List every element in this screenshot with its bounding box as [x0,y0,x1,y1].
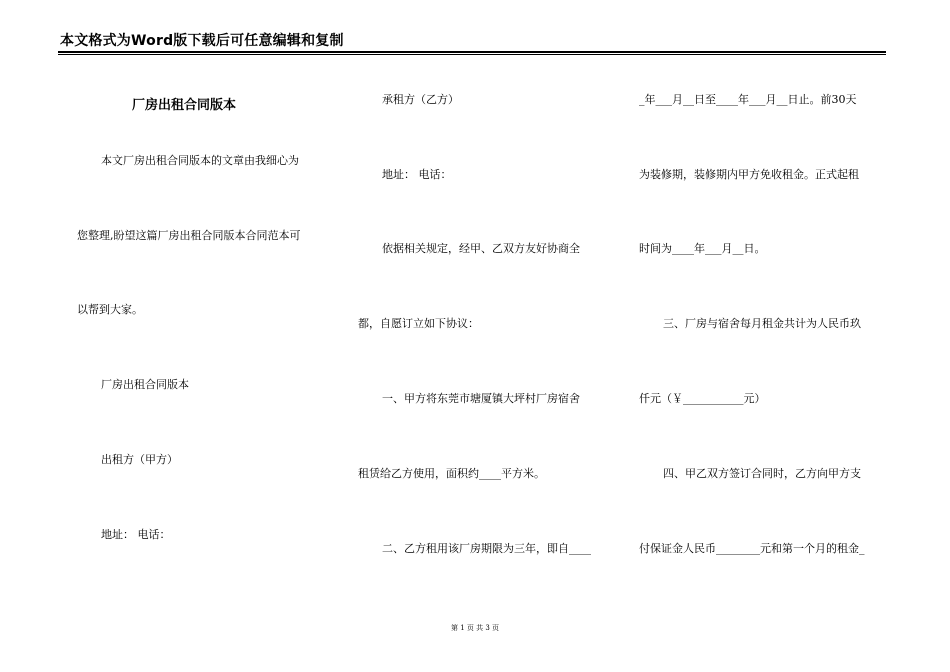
page-number: 第 1 页 共 3 页 [450,624,500,632]
paragraph-line: 租赁给乙方使用，面积约____平方米。 [358,467,545,480]
paragraph-line: 仟元（￥___________元） [639,392,766,405]
paragraph-line: 厂房出租合同版本 [101,378,189,391]
paragraph-line: 您整理,盼望这篇厂房出租合同版本合同范本可 [77,229,301,242]
paragraph-line: 承租方（乙方） [382,93,459,106]
paragraph-line: 依据相关规定，经甲、乙双方友好协商全 [382,242,580,255]
document-title: 厂房出租合同版本 [132,98,237,113]
header-text: 本文格式为Word版下载后可任意编辑和复制 [60,33,344,49]
paragraph-line: 二、乙方租用该厂房期限为三年，即自____ [382,542,591,555]
paragraph-line: 时间为____年___月__日。 [639,242,766,255]
paragraph-line: 付保证金人民币________元和第一个月的租金_ [639,542,865,555]
paragraph-line: 本文厂房出租合同版本的文章由我细心为 [101,154,299,167]
header-rule-thick [58,51,886,53]
paragraph-line: 三、厂房与宿舍每月租金共计为人民币玖 [663,317,861,330]
paragraph-line: 一、甲方将东莞市塘厦镇大坪村厂房宿舍 [382,392,580,405]
paragraph-line: 四、甲乙双方签订合同时，乙方向甲方支 [663,467,861,480]
paragraph-line: 地址： 电话： [382,168,452,181]
paragraph-line: _年___月__日至____年___月__日止。前30天 [639,93,857,106]
paragraph-line: 出租方（甲方） [101,453,178,466]
paragraph-line: 以帮到大家。 [77,303,143,316]
paragraph-line: 为装修期，装修期内甲方免收租金。正式起租 [639,168,859,181]
paragraph-line: 地址： 电话： [101,528,171,541]
header-rule-thin [58,54,886,55]
paragraph-line: 都，自愿订立如下协议： [358,317,479,330]
